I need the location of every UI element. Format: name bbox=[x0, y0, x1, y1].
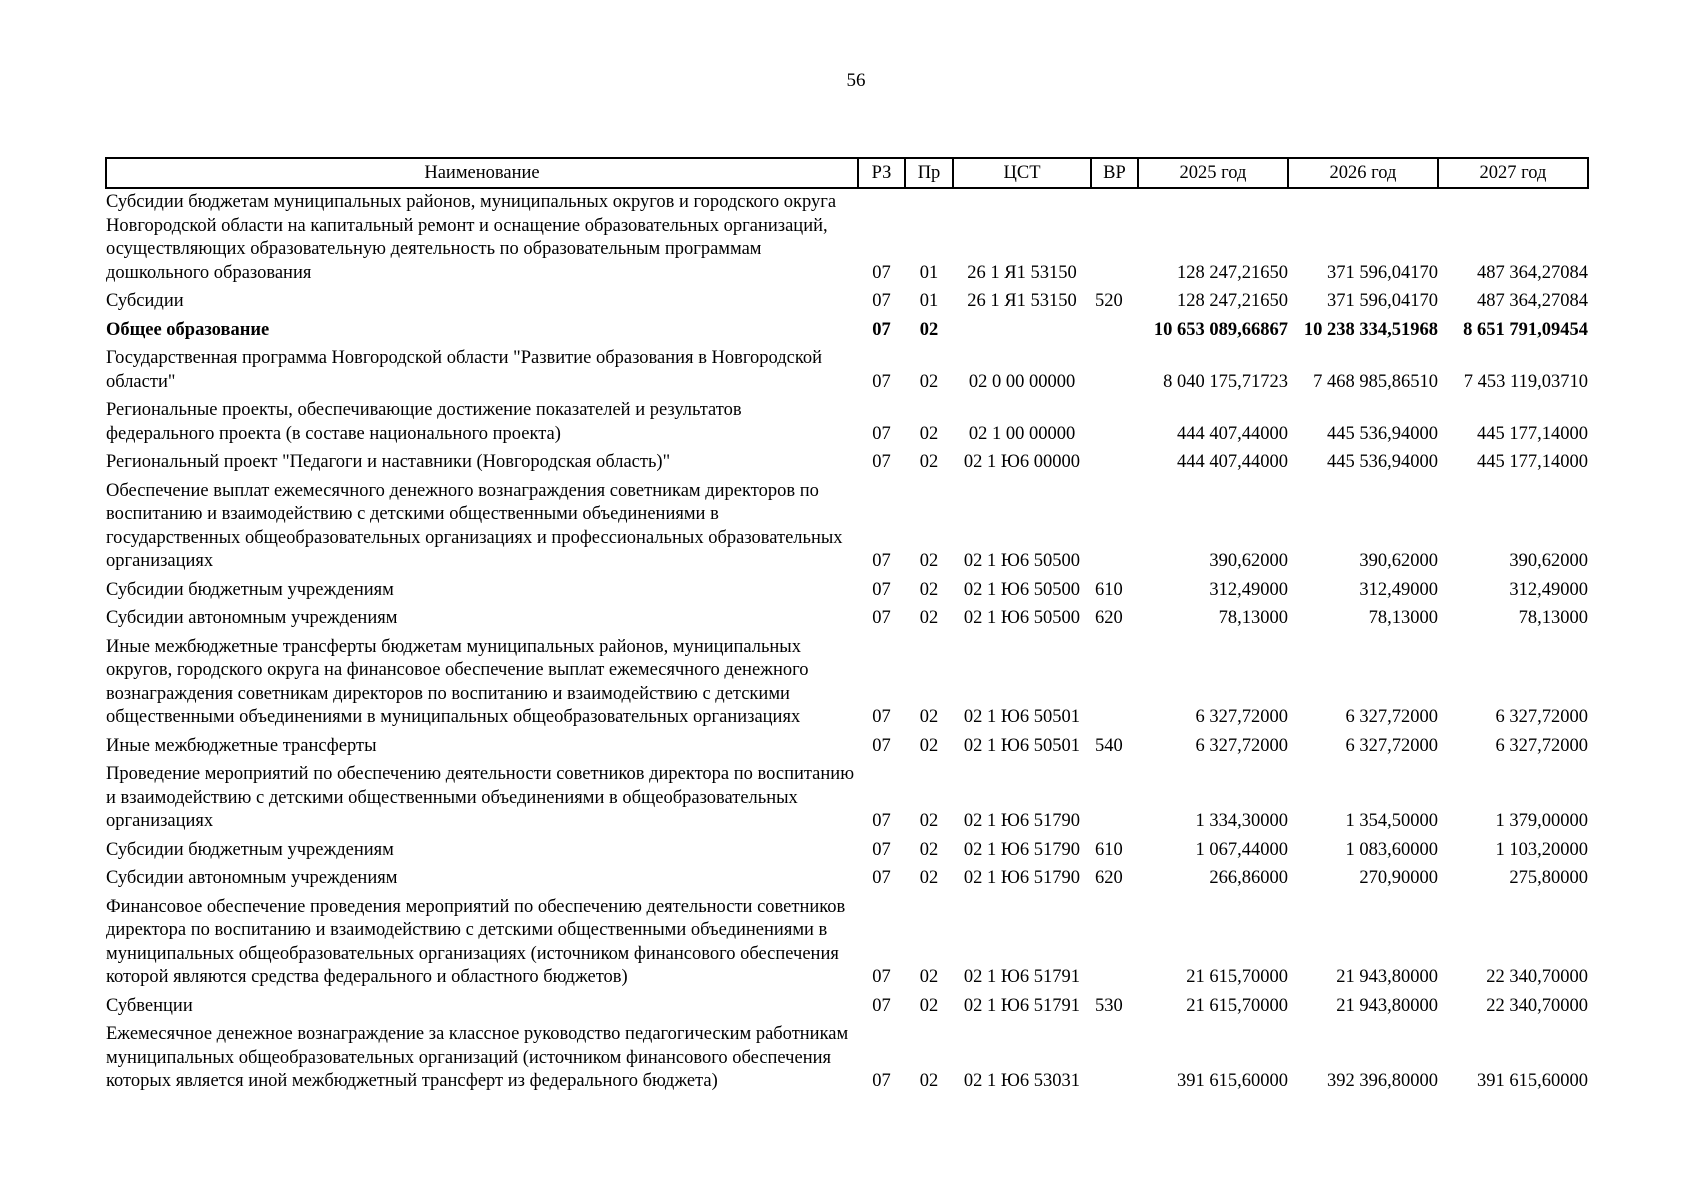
row-pr: 02 bbox=[919, 551, 939, 571]
row-amount-2025: 128 247,21650 bbox=[1177, 262, 1288, 283]
row-vr bbox=[1091, 451, 1138, 480]
row-cst: 02 1 Ю6 50501 bbox=[963, 707, 1081, 727]
row-vr: 610 bbox=[1095, 579, 1123, 600]
row-pr: 02 bbox=[919, 995, 939, 1016]
row-amount-2027: 22 340,70000 bbox=[1486, 967, 1588, 987]
row-cst: 26 1 Я1 53150 bbox=[967, 262, 1077, 283]
row-cst: 26 1 Я1 53150 bbox=[967, 291, 1077, 311]
row-pr: 02 bbox=[919, 707, 939, 727]
row-vr: 620 bbox=[1095, 608, 1123, 628]
row-vr bbox=[1091, 188, 1138, 290]
row-vr bbox=[1091, 1023, 1138, 1099]
row-vr: 520 bbox=[1095, 291, 1123, 311]
row-amount-2026: 390,62000 bbox=[1359, 551, 1438, 571]
row-rz: 07 bbox=[872, 839, 891, 860]
row-rz: 07 bbox=[872, 291, 891, 311]
row-name: Субсидии автономным учреждениям bbox=[106, 868, 398, 888]
row-name: Общее образование bbox=[106, 319, 270, 340]
table-row bbox=[106, 839, 1588, 868]
row-amount-2025: 6 327,72000 bbox=[1195, 707, 1288, 727]
header-cst: ЦСТ bbox=[953, 158, 1091, 188]
row-pr: 02 bbox=[919, 735, 939, 756]
row-pr: 02 bbox=[919, 579, 939, 600]
row-amount-2026: 7 468 985,86510 bbox=[1313, 371, 1438, 392]
row-amount-2025: 78,13000 bbox=[1218, 608, 1288, 628]
row-amount-2026: 21 943,80000 bbox=[1336, 967, 1438, 987]
row-rz: 07 bbox=[872, 967, 891, 987]
row-vr bbox=[1091, 347, 1138, 399]
row-pr: 02 bbox=[919, 811, 939, 831]
row-cst: 02 1 Ю6 51791 bbox=[963, 995, 1081, 1016]
header-2025: 2025 год bbox=[1138, 158, 1288, 188]
header-vr: ВР bbox=[1091, 158, 1138, 188]
row-cst: 02 1 Ю6 53031 bbox=[963, 1071, 1081, 1091]
row-name: Субсидии бюджетным учреждениям bbox=[106, 839, 394, 860]
row-cst: 02 1 Ю6 50500 bbox=[963, 579, 1081, 600]
row-name: Проведение мероприятий по обеспечению деятельности советников директора по воспитанию и взаимодействию с детскими общественными объединениями в общеобразовательных организациях bbox=[106, 764, 855, 831]
table-row bbox=[106, 188, 1588, 290]
table-row bbox=[106, 579, 1588, 608]
row-name: Иные межбюджетные трансферты bbox=[106, 735, 377, 756]
row-amount-2025: 312,49000 bbox=[1209, 579, 1288, 600]
table-row bbox=[106, 1023, 1588, 1099]
row-cst: 02 1 00 00000 bbox=[968, 423, 1076, 444]
row-rz: 07 bbox=[872, 811, 891, 831]
table-row bbox=[106, 995, 1588, 1024]
row-amount-2027: 6 327,72000 bbox=[1495, 735, 1588, 756]
row-rz: 07 bbox=[872, 1071, 891, 1091]
row-amount-2027: 445 177,14000 bbox=[1477, 423, 1588, 444]
row-pr: 02 bbox=[919, 319, 939, 340]
row-pr: 02 bbox=[919, 967, 939, 987]
row-rz: 07 bbox=[872, 262, 891, 283]
row-name: Субсидии бюджетным учреждениям bbox=[106, 579, 394, 600]
row-rz: 07 bbox=[872, 608, 891, 628]
row-pr: 02 bbox=[919, 868, 939, 888]
row-amount-2026: 392 396,80000 bbox=[1327, 1071, 1438, 1091]
row-name: Субвенции bbox=[106, 995, 193, 1016]
row-cst: 02 1 Ю6 51791 bbox=[963, 967, 1081, 987]
table-row bbox=[106, 867, 1588, 896]
table-row bbox=[106, 347, 1588, 399]
row-amount-2026: 270,90000 bbox=[1359, 868, 1438, 888]
row-rz: 07 bbox=[872, 735, 891, 756]
header-name: Наименование bbox=[106, 158, 858, 188]
row-vr bbox=[1091, 319, 1138, 348]
row-name: Региональные проекты, обеспечивающие достижение показателей и результатов федерального проекта (в составе национального проекта) bbox=[106, 400, 742, 444]
row-amount-2027: 312,49000 bbox=[1509, 579, 1588, 600]
row-rz: 07 bbox=[872, 551, 891, 571]
row-amount-2027: 1 103,20000 bbox=[1495, 839, 1588, 860]
row-rz: 07 bbox=[872, 452, 891, 472]
row-amount-2027: 391 615,60000 bbox=[1477, 1071, 1588, 1091]
row-amount-2026: 445 536,94000 bbox=[1327, 423, 1438, 444]
row-amount-2026: 1 083,60000 bbox=[1345, 839, 1438, 860]
row-rz: 07 bbox=[872, 371, 891, 392]
row-name: Субсидии бюджетам муниципальных районов, муниципальных округов и городского округа Новгородской области на капитальный ремонт и оснащение образовательных организаций, осуществляющих образовательную деятельность по образовательным программам дошкольного образования bbox=[106, 192, 837, 283]
row-rz: 07 bbox=[872, 868, 891, 888]
row-vr: 620 bbox=[1095, 868, 1123, 888]
header-pr: Пр bbox=[905, 158, 953, 188]
row-amount-2025: 21 615,70000 bbox=[1186, 967, 1288, 987]
row-name: Субсидии bbox=[106, 291, 184, 311]
row-pr: 01 bbox=[919, 262, 939, 283]
row-amount-2025: 1 067,44000 bbox=[1195, 839, 1288, 860]
row-amount-2027: 1 379,00000 bbox=[1495, 811, 1588, 831]
budget-table bbox=[105, 157, 1589, 1099]
row-pr: 02 bbox=[919, 371, 939, 392]
budget-table-body bbox=[106, 188, 1588, 1099]
row-pr: 02 bbox=[919, 423, 939, 444]
row-amount-2027: 22 340,70000 bbox=[1486, 995, 1588, 1016]
row-amount-2026: 6 327,72000 bbox=[1345, 735, 1438, 756]
row-amount-2025: 6 327,72000 bbox=[1195, 735, 1288, 756]
row-amount-2027: 487 364,27084 bbox=[1477, 291, 1588, 311]
row-vr bbox=[1091, 763, 1138, 839]
row-amount-2025: 390,62000 bbox=[1209, 551, 1288, 571]
row-amount-2026: 10 238 334,51968 bbox=[1303, 319, 1438, 340]
header-2027: 2027 год bbox=[1438, 158, 1588, 188]
header-rz: РЗ bbox=[858, 158, 905, 188]
row-vr: 530 bbox=[1095, 995, 1123, 1016]
row-amount-2026: 1 354,50000 bbox=[1345, 811, 1438, 831]
row-rz: 07 bbox=[872, 995, 891, 1016]
table-row bbox=[106, 451, 1588, 480]
row-amount-2027: 487 364,27084 bbox=[1477, 262, 1588, 283]
row-name: Иные межбюджетные трансферты бюджетам муниципальных районов, муниципальных округов, городского округа на финансовое обеспечение выплат ежемесячного денежного вознаграждения советникам директоров по воспитанию и взаимодействию с детскими общественными объединениями в муниципальных общеобразовательных организациях bbox=[106, 636, 809, 727]
table-row bbox=[106, 735, 1588, 764]
row-pr: 02 bbox=[919, 452, 939, 472]
row-amount-2027: 7 453 119,03710 bbox=[1463, 371, 1588, 392]
row-name: Ежемесячное денежное вознаграждение за классное руководство педагогическим работникам муниципальных общеобразовательных организаций (источником финансового обеспечения которых является иной межбюджетный трансферт из федерального бюджета) bbox=[106, 1024, 849, 1091]
row-vr: 610 bbox=[1095, 839, 1123, 860]
row-amount-2026: 78,13000 bbox=[1368, 608, 1438, 628]
row-amount-2027: 6 327,72000 bbox=[1495, 707, 1588, 727]
row-amount-2025: 266,86000 bbox=[1209, 868, 1288, 888]
row-amount-2026: 445 536,94000 bbox=[1327, 452, 1438, 472]
row-amount-2027: 445 177,14000 bbox=[1477, 452, 1588, 472]
page-number: 56 bbox=[846, 70, 866, 91]
row-cst: 02 1 Ю6 51790 bbox=[963, 811, 1081, 831]
row-vr bbox=[1091, 896, 1138, 995]
row-amount-2025: 391 615,60000 bbox=[1177, 1071, 1288, 1091]
row-amount-2026: 371 596,04170 bbox=[1327, 262, 1438, 283]
table-row bbox=[106, 399, 1588, 451]
table-row bbox=[106, 290, 1588, 319]
row-amount-2027: 8 651 791,09454 bbox=[1463, 319, 1588, 340]
row-amount-2027: 275,80000 bbox=[1509, 868, 1588, 888]
row-cst: 02 1 Ю6 50500 bbox=[963, 551, 1081, 571]
row-vr: 540 bbox=[1095, 735, 1123, 756]
row-cst bbox=[953, 319, 1091, 348]
row-pr: 02 bbox=[919, 839, 939, 860]
table-row bbox=[106, 636, 1588, 735]
row-name: Государственная программа Новгородской области "Развитие образования в Новгородской области" bbox=[106, 348, 823, 392]
row-amount-2025: 21 615,70000 bbox=[1186, 995, 1288, 1016]
row-amount-2025: 10 653 089,66867 bbox=[1153, 319, 1288, 340]
row-cst: 02 1 Ю6 51790 bbox=[963, 839, 1081, 860]
row-cst: 02 0 00 00000 bbox=[968, 371, 1076, 392]
row-name: Обеспечение выплат ежемесячного денежного вознаграждения советникам директоров по воспитанию и взаимодействию с детскими общественными объединениями в государственных общеобразовательных организациях и профессиональных образовательных организациях bbox=[106, 480, 843, 571]
row-amount-2025: 128 247,21650 bbox=[1177, 291, 1288, 311]
row-rz: 07 bbox=[872, 579, 891, 600]
row-rz: 07 bbox=[872, 707, 891, 727]
row-amount-2025: 444 407,44000 bbox=[1177, 452, 1288, 472]
row-amount-2026: 312,49000 bbox=[1359, 579, 1438, 600]
row-pr: 02 bbox=[919, 1071, 939, 1091]
row-vr bbox=[1091, 480, 1138, 579]
row-name: Финансовое обеспечение проведения мероприятий по обеспечению деятельности советников директора по воспитанию и взаимодействию с детскими общественными объединениями в муниципальных общеобразовательных организациях (источником финансового обеспечения которой являются средства федерального и областного бюджетов) bbox=[106, 896, 846, 987]
row-cst: 02 1 Ю6 50501 bbox=[963, 735, 1081, 756]
row-amount-2025: 1 334,30000 bbox=[1195, 811, 1288, 831]
row-name: Субсидии автономным учреждениям bbox=[106, 608, 398, 628]
table-row bbox=[106, 896, 1588, 995]
table-row bbox=[106, 607, 1588, 636]
row-amount-2026: 21 943,80000 bbox=[1336, 995, 1438, 1016]
row-vr bbox=[1091, 399, 1138, 451]
row-amount-2026: 371 596,04170 bbox=[1327, 291, 1438, 311]
row-amount-2025: 8 040 175,71723 bbox=[1163, 371, 1288, 392]
row-pr: 02 bbox=[919, 608, 939, 628]
row-cst: 02 1 Ю6 50500 bbox=[963, 608, 1081, 628]
header-2026: 2026 год bbox=[1288, 158, 1438, 188]
row-amount-2025: 444 407,44000 bbox=[1177, 423, 1288, 444]
row-name: Региональный проект "Педагоги и наставники (Новгородская область)" bbox=[106, 452, 671, 472]
row-pr: 01 bbox=[919, 291, 939, 311]
row-cst: 02 1 Ю6 51790 bbox=[963, 868, 1081, 888]
row-amount-2026: 6 327,72000 bbox=[1345, 707, 1438, 727]
row-rz: 07 bbox=[872, 423, 891, 444]
row-amount-2027: 390,62000 bbox=[1509, 551, 1588, 571]
table-row bbox=[106, 480, 1588, 579]
row-rz: 07 bbox=[872, 319, 891, 340]
table-header-row bbox=[106, 158, 1588, 188]
table-row bbox=[106, 763, 1588, 839]
table-row bbox=[106, 319, 1588, 348]
row-cst: 02 1 Ю6 00000 bbox=[963, 452, 1081, 472]
row-amount-2027: 78,13000 bbox=[1518, 608, 1588, 628]
row-vr bbox=[1091, 636, 1138, 735]
